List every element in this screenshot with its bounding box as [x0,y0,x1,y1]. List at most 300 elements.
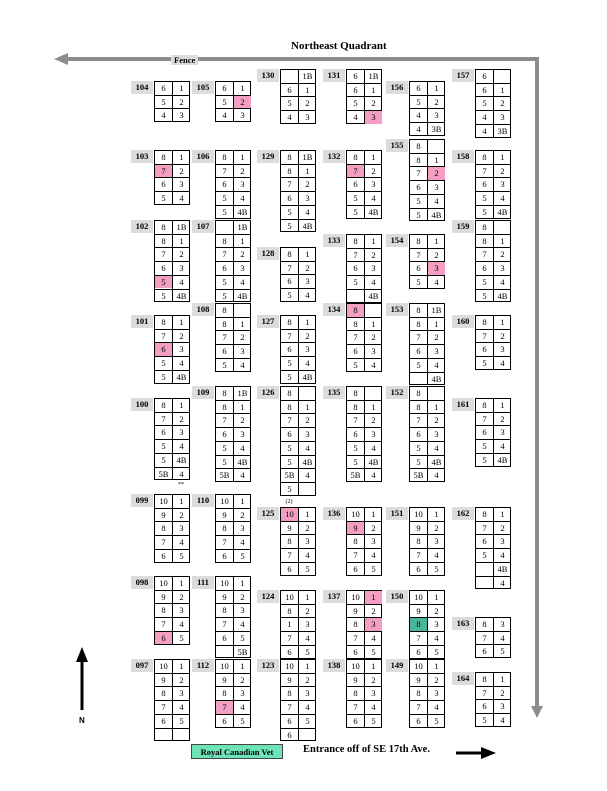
plot-cell: 8 [161,152,166,163]
plot-cell: 7 [222,619,227,630]
section-label: 150 [386,590,408,603]
plot-cell: 8 [353,401,358,412]
plot-cell: 3 [500,179,505,190]
plot-cell: 2 [428,167,445,180]
plot-cell: 3 [371,179,376,190]
plot-cell: 8 [222,605,227,616]
section-label: 157 [452,69,474,82]
vet-badge: Royal Canadian Vet [191,744,283,759]
plot-cell: 7 [353,415,358,426]
west-arrow-icon [54,53,68,65]
plot-cell: 1 [305,509,310,520]
plot-cell: 6 [416,563,421,574]
section-label: 105 [192,81,214,94]
plot-cell: 7 [353,332,358,343]
plot-cell: 3 [240,523,245,534]
plot-cell: 9 [161,674,166,685]
plot-cell: 2 [434,249,439,260]
plot-cell: 3 [305,276,310,287]
plot-cell: 8 [482,152,487,163]
plot-cell: 4 [371,442,376,453]
plot-cell: 4 [500,632,505,643]
plot-cell: 7 [482,165,487,176]
plot-cell: 2 [434,415,439,426]
plot-cell [299,387,316,400]
plot-cell: 3 [305,619,310,630]
plot-cell: 7 [353,550,358,561]
plot-cell: 5 [155,276,172,289]
plot-cell: 2 [179,330,184,341]
plot-cell: 2 [371,165,376,176]
plot-cell: 1 [371,152,376,163]
plot-cell: 4 [179,537,184,548]
plot-cell: 7 [222,249,227,260]
plot-cell: 5 [353,442,358,453]
plot-cell: 6 [353,84,358,95]
plot-cell: 2 [371,674,376,685]
plot-cell: 4 [416,124,421,135]
plot-cell: 1 [500,235,505,246]
plot-cell: 3 [500,619,505,630]
plot-cell: 4B [176,454,187,465]
plot-cell: 8 [222,305,227,316]
plot-cell: 4B [368,290,379,301]
section-label: 134 [323,303,345,316]
section-label: 156 [386,81,408,94]
plot-cell: 9 [287,522,292,533]
plot-cell: 4B [431,373,442,384]
plot-cell: 5 [416,456,421,467]
section-label: 138 [323,659,345,672]
plot-cell: 6 [416,83,421,94]
plot-cell: 2 [500,522,505,533]
plot-cell: 1B [237,388,248,399]
plot-cell: 2 [434,605,439,616]
plot-cell: 7 [353,249,358,260]
section-label: 110 [192,494,214,507]
plot-cell: 6 [353,429,358,440]
plot-cell: 1 [371,318,376,329]
plot-cell: 5 [222,290,227,301]
plot-cell: 8 [287,317,292,328]
plot-cell [299,729,316,742]
plot-cell: 8 [161,605,166,616]
plot-cell: 2 [500,249,505,260]
section-label: 154 [386,234,408,247]
section-label: 125 [257,507,279,520]
plot-cell: 1 [179,83,184,94]
plot-cell: 2 [305,179,310,190]
plot-cell: 8 [161,688,166,699]
plot-cell: 4 [371,193,376,204]
plot-cell: 5 [482,715,487,726]
plot-cell: 8 [482,317,487,328]
plot-cell [234,304,251,317]
plot-cell: 10 [414,509,423,520]
section-label: 102 [131,220,153,233]
plot-cell: 5 [287,98,292,109]
plot-cell: 7 [482,249,487,260]
plot-cell: 4 [371,633,376,644]
plot-cell: 5 [305,563,310,574]
plot-cell: 2 [305,415,310,426]
plot-cell: 6 [482,646,487,657]
plot-cell: 5 [161,454,166,465]
plot-cell: 4B [237,206,248,217]
plot-cell: 6 [482,701,487,712]
plot-cell: 7 [161,413,166,424]
plot-cell: 1 [434,154,439,165]
plot-cell: 4 [371,550,376,561]
plot-cell: 4 [179,619,184,630]
plot-cell: 1 [305,249,310,260]
plot-cell: 8 [482,619,487,630]
plot-cell: 4 [179,702,184,713]
north-arrow-icon [76,647,88,662]
plot-cell: 2 [179,509,184,520]
plot-cell: 8 [222,388,227,399]
plot-cell: 6 [287,646,292,657]
plot-cell: 4 [179,193,184,204]
section-label: 123 [257,659,279,672]
plot-cell: 7 [287,633,292,644]
plot-cell: 10 [351,661,360,672]
plot-cell: 8 [161,523,166,534]
plot-cell: 6 [161,263,166,274]
plot-cell: 8 [287,688,292,699]
plot-cell: 5 [416,442,421,453]
plot-cell: 6 [287,563,292,574]
plot-cell: 2 [305,674,310,685]
plot-cell: 6 [416,646,421,657]
plot-cell: 3 [179,523,184,534]
plot-cell: 5 [287,371,292,382]
plot-cell: 6 [353,646,358,657]
plot-cell: 10 [414,592,423,603]
section-label: 097 [131,659,153,672]
plot-cell: 4B [368,206,379,217]
plot-cell: 4 [434,633,439,644]
plot-cell: 4 [434,550,439,561]
plot-cell [428,140,445,153]
plot-cell: 5 [500,646,505,657]
plot-cell: 2 [179,591,184,602]
section-label: 149 [386,659,408,672]
plot-cell: 4 [240,442,245,453]
plot-cell: 2 [179,674,184,685]
plot-cell: 2 [371,605,376,616]
plot-cell: 2 [240,249,245,260]
section-label: 152 [386,386,408,399]
plot-cell: 5 [434,715,439,726]
plot-cell: 1 [500,674,505,685]
plot-cell: 4B [176,290,187,301]
plot-cell: 7 [416,702,421,713]
plot-cell [281,70,298,83]
plot-cell: 7 [216,701,233,714]
plot-cell: 5 [161,193,166,204]
plot-cell: 4B [497,454,508,465]
plot-cell: 10 [220,661,229,672]
plot-cell: 5 [482,550,487,561]
plot-cell: 8 [416,388,421,399]
plot-cell: 5 [287,290,292,301]
plot-cell: 3 [371,429,376,440]
plot-cell: 4 [305,442,310,453]
plot-cell: 4 [305,206,310,217]
plot-cell: 3B [497,125,508,136]
section-label: 131 [323,69,345,82]
section-label: 160 [452,315,474,328]
plot-cell: 7 [416,550,421,561]
plot-cell: 3 [305,193,310,204]
plot-cell: 4 [434,702,439,713]
plot-cell: 3 [240,429,245,440]
plot-cell: 5B [350,470,361,481]
plot-cell: 1 [305,317,310,328]
plot-cell: 8 [353,388,358,399]
plot-cell: 8 [416,318,421,329]
plot-cell: 8 [410,618,427,631]
plot-cell: 9 [416,674,421,685]
plot-cell: 2 [500,413,505,424]
plot-cell: 1 [240,401,245,412]
plot-cell: 4 [287,112,292,123]
plot-cell: 4 [500,276,505,287]
plot-cell: 5 [222,96,227,107]
plot-cell: 1 [500,400,505,411]
section-label: 103 [131,150,153,163]
plot-cell: 8 [416,688,421,699]
plot-cell: 5B [413,470,424,481]
plot-cell: 3 [305,344,310,355]
plot-cell: 7 [161,702,166,713]
plot-cell: 7 [353,633,358,644]
plot-cell: 6 [287,715,292,726]
plot-cell: 4 [179,441,184,452]
plot-cell: 1 [434,661,439,672]
plot-cell: 4 [305,358,310,369]
plot-cell: 6 [222,346,227,357]
plot-cell: 7 [161,619,166,630]
plot-cell: 4 [240,359,245,370]
plot-cell: 10 [285,592,294,603]
plot-cell: 4B [368,456,379,467]
plot-cell: 8 [161,317,166,328]
plot-cell: 1 [240,152,245,163]
plot-cell: 2 [371,415,376,426]
plot-cell: 1 [500,152,505,163]
plot-cell: 2 [179,249,184,260]
plot-cell: 3 [500,344,505,355]
plot-cell: 1 [365,591,382,604]
plot-cell: 10 [285,661,294,672]
plot-cell: 4 [222,110,227,121]
plot-cell: 1B [237,222,248,233]
plot-cell: 5 [353,98,358,109]
plot-cell: 6 [222,429,227,440]
plot-cell: 6 [222,632,227,643]
plot-cell: 4 [240,537,245,548]
plot-cell: 3 [434,619,439,630]
plot-cell: 4 [305,550,310,561]
plot-cell: 1B [176,222,187,233]
plot-cell: 6 [155,343,172,356]
plot-cell: 6 [287,729,292,740]
plot-cell: 8 [482,222,487,233]
plot-cell: 7 [482,522,487,533]
plot-cell: 1 [500,509,505,520]
plot-cell: 4B [431,456,442,467]
plot-cell: 3 [500,427,505,438]
plot-cell: 2 [305,522,310,533]
plot-cell: 10 [159,661,168,672]
plot-cell: 7 [155,165,172,178]
plot-cell: 6 [353,179,358,190]
section-label: 151 [386,507,408,520]
plot-cell: 7 [416,168,421,179]
plot-cell: 5 [287,358,292,369]
plot-cell: 8 [222,235,227,246]
plot-cell: 5 [222,206,227,217]
plot-cell: 4 [240,193,245,204]
plot-cell: 1 [434,83,439,94]
plot-cell: 6 [353,563,358,574]
section-label: 126 [257,386,279,399]
plot-cell: 1 [305,401,310,412]
section-label: 108 [192,303,214,316]
plot-cell: 3 [240,346,245,357]
plot-cell: 4 [305,470,310,481]
plot-cell: 10 [281,508,298,521]
plot-cell: 7 [287,179,292,190]
plot-cell: 5 [222,359,227,370]
plot-cell: 5 [416,359,421,370]
fence-label: Fence [171,55,198,65]
plot-cell: 6 [416,715,421,726]
plot-cell: 1 [500,317,505,328]
plot-cell: 5 [305,646,310,657]
plot-cell: 9 [416,605,421,616]
section-label: 101 [131,315,153,328]
plot-cell [476,563,493,576]
plot-cell: 1 [179,496,184,507]
plot-cell: 6 [222,715,227,726]
plot-cell: 8 [287,605,292,616]
plot-cell: 9 [161,591,166,602]
section-label: 158 [452,150,474,163]
plot-cell: 7 [161,330,166,341]
plot-cell: 5 [416,96,421,107]
plot-cell: 3 [179,427,184,438]
plot-cell: 1 [179,661,184,672]
plot-cell: 3 [434,688,439,699]
plot-cell: 8 [482,509,487,520]
section-label: 104 [131,81,153,94]
plot-cell: 5B [284,470,295,481]
plot-cell: 8 [161,400,166,411]
section-label: 136 [323,507,345,520]
plot-cell: 4B [302,371,313,382]
section-label: 129 [257,150,279,163]
plot-cell: 3 [434,110,439,121]
plot-cell: 9 [416,522,421,533]
plot-cell: 2 [500,98,505,109]
section-label: 107 [192,220,214,233]
plot-cell: 9 [353,674,358,685]
plot-cell: 10 [351,509,360,520]
plot-cell: 7 [353,702,358,713]
plot-cell: 5 [305,715,310,726]
plot-cell: 5 [161,96,166,107]
plot-cell: 5 [353,456,358,467]
plot-cell: 9 [222,591,227,602]
plot-cell: 5 [179,550,184,561]
plot-cell: 5 [482,276,487,287]
plot-cell: 1B [431,305,442,316]
plot-cell: 4 [434,470,439,481]
plot-cell: 8 [287,536,292,547]
plot-cell: 6 [482,344,487,355]
plot-cell: 4B [497,206,508,217]
plot-cell: 5 [222,276,227,287]
plot-cell: 1 [371,236,376,247]
plot-cell: 6 [155,632,172,645]
plot-cell: 3 [240,605,245,616]
plot-cell: 1 [240,496,245,507]
plot-cell [216,646,233,659]
plot-cell: 5 [353,193,358,204]
plot-cell: 7 [482,330,487,341]
section-label: 100 [131,398,153,411]
plot-cell: 8 [287,249,292,260]
plot-cell: 1 [179,152,184,163]
plot-cell: 3 [240,688,245,699]
plot-cell [476,577,493,590]
plot-cell [173,729,190,742]
plot-cell: 2 [240,415,245,426]
plot-cell: 4B [497,290,508,301]
section-label: 161 [452,398,474,411]
plot-cell: 6 [482,179,487,190]
section-note: ** [178,482,184,489]
plot-cell [347,290,364,303]
plot-cell: 4 [305,290,310,301]
plot-cell: 6 [353,715,358,726]
plot-cell: 1 [434,509,439,520]
plot-cell: 5 [482,358,487,369]
plot-cell: 1 [240,578,245,589]
plot-cell [155,729,172,742]
plot-cell: 3 [500,263,505,274]
plot-cell: 4 [482,125,487,136]
plot-cell: 8 [222,523,227,534]
plot-cell [365,387,382,400]
plot-cell: 4B [497,563,508,574]
plot-cell: 1 [434,401,439,412]
plot-cell: 7 [287,262,292,273]
plot-cell: 4 [500,358,505,369]
section-label: 155 [386,139,408,152]
plot-cell: 5B [237,646,248,657]
plot-cell: 2 [240,509,245,520]
section-label: 132 [323,150,345,163]
plot-cell: 1 [434,318,439,329]
plot-cell: 7 [347,165,364,178]
plot-cell: 5 [240,715,245,726]
plot-cell: 4 [500,193,505,204]
plot-cell: 1 [179,235,184,246]
